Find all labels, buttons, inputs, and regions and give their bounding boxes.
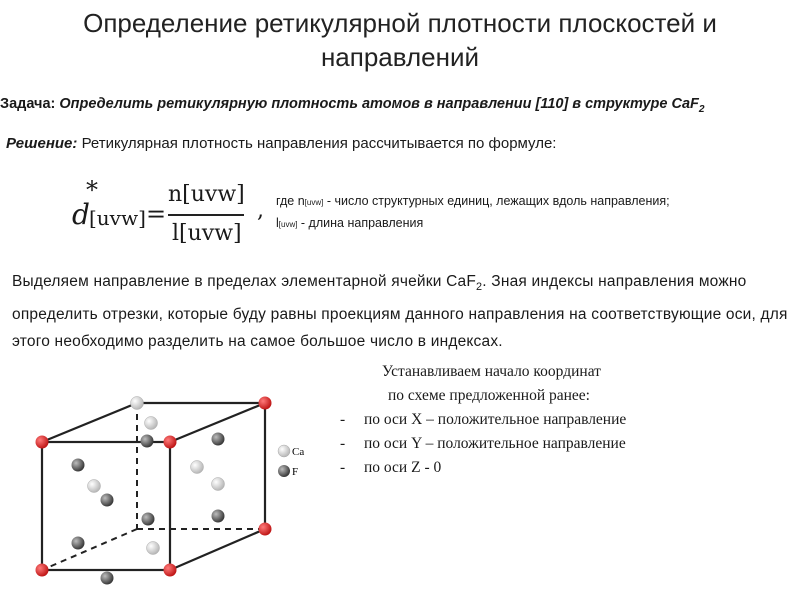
formula-subscript: [uvw] [89,206,146,230]
formula-equals: = [146,200,167,228]
atom-legend [278,445,304,478]
legend-f-icon [278,465,290,477]
f-atoms [72,433,225,585]
formula-numerator: n[uvw] [168,182,245,207]
f-atom [212,433,225,446]
f-atom [141,435,154,448]
ca-atom [212,478,225,491]
corner-atom [259,523,272,536]
ca-atom [145,417,158,430]
title-line2: направлений [320,42,480,72]
ca-atoms [88,417,225,555]
corner-atom [36,564,49,577]
ca-atom [191,461,204,474]
f-atom [212,510,225,523]
task-text: Определить ретикулярную плотность атомов в направлении [110] в структуре CaF$_2$ [59,96,705,115]
corner-atom [164,436,177,449]
hidden-edge-left-bottom [42,529,137,570]
ca-atom [88,480,101,493]
f-atom [101,494,114,507]
formula-denominator: l[uvw] [172,221,242,246]
f-atom [101,572,114,585]
title-line1: Определение ретикулярной плотности плоскостей и [83,8,717,38]
legend-line-n: где n[uvw] - число структурных единиц, лежащих вдоль направления; [276,194,670,208]
legend-f-label: F [292,466,299,478]
f-atom [72,459,85,472]
list-item: - по оси Z - 0 [340,459,442,476]
legend-ca-label: Ca [292,446,305,458]
edge-top-left [42,403,137,442]
formula-d: d [72,198,90,231]
solution-label: Решение: [6,135,78,152]
formula-comma: , [257,198,264,223]
corner-atom [259,397,272,410]
list-item: - по оси X – положительное направление [340,411,627,428]
f-atom [72,537,85,550]
solution-text: Ретикулярная плотность направления рассчитывается по формуле: [81,135,557,152]
legend-line-l: l[uvw] - длина направления [276,216,424,230]
legend-ca-icon [278,445,290,457]
f-atom [142,513,155,526]
edge-bottom-right [170,529,265,570]
coord-heading-2: по схеме предложенной ранее: [388,387,590,404]
ca-atom [147,542,160,555]
corner-atom-ca [131,397,144,410]
formula-star: * [86,176,98,204]
explanation-paragraph: Выделяем направление в пределах элементарной ячейки CaF$_2$. Зная индексы направления можно определить отрезки, которые буду равны проекциям данного направления на соответствующие оси, для этого необходимо разделить на самое большое число в индексах. [12,273,788,351]
corner-atom [36,436,49,449]
task-label: Задача: [0,96,56,112]
list-item: - по оси Y – положительное направление [340,435,626,452]
corner-atom [164,564,177,577]
coord-heading-1: Устанавливаем начало координат [382,363,601,380]
